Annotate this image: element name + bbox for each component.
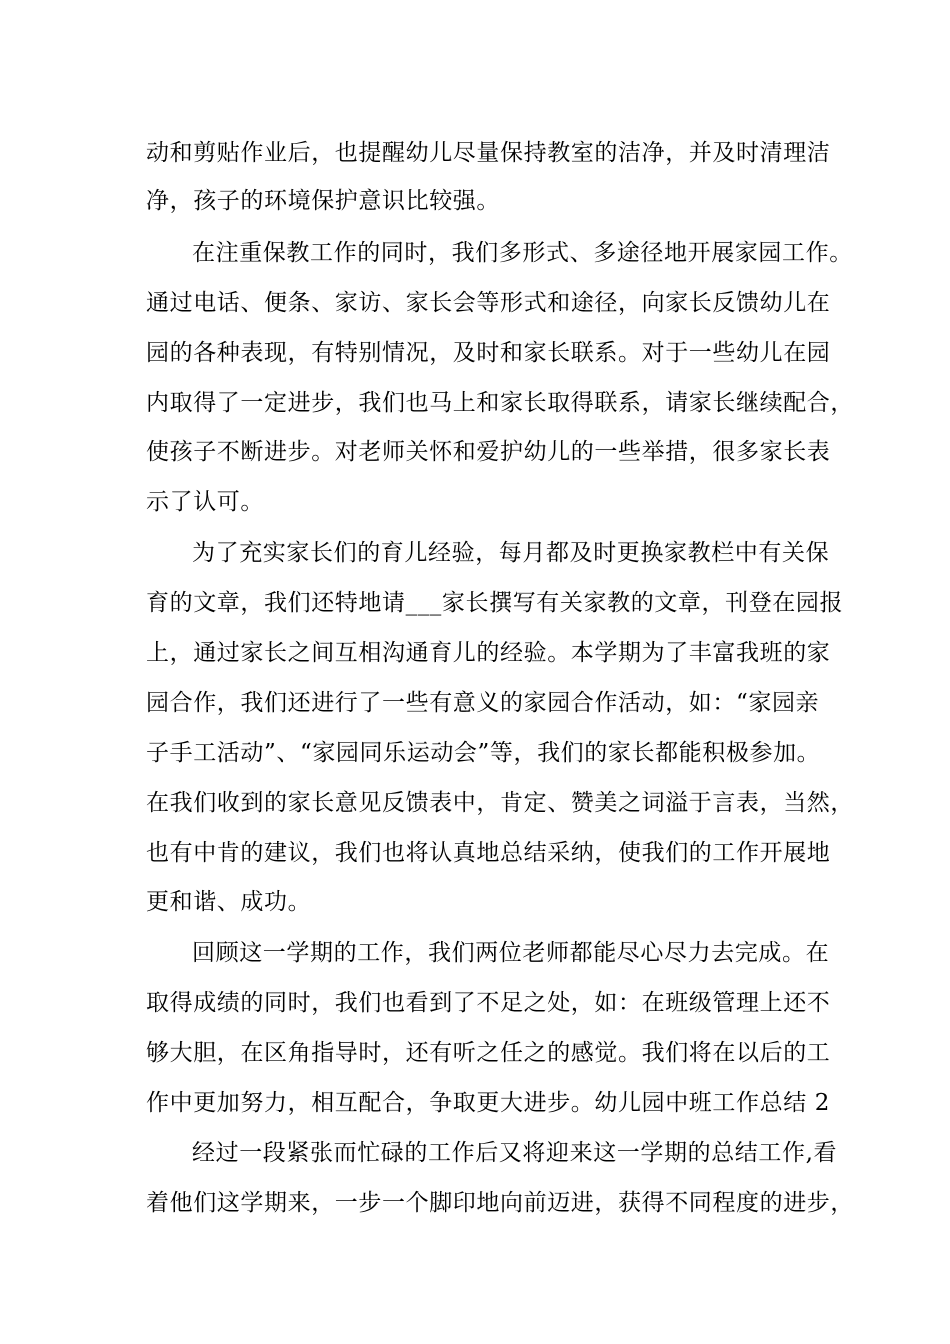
text-line: 园的各种表现，有特别情况，及时和家长联系。对于一些幼儿在园 <box>146 340 831 366</box>
text-line: 内取得了一定进步，我们也马上和家长取得联系，请家长继续配合， <box>146 390 854 416</box>
text-line: 取得成绩的同时，我们也看到了不足之处，如：在班级管理上还不 <box>146 990 831 1016</box>
text-line: 作中更加努力，相互配合，争取更大进步。幼儿园中班工作总结 2 <box>146 1090 830 1116</box>
text-line: 子手工活动”、“家园同乐运动会”等，我们的家长都能积极参加。 <box>146 740 821 766</box>
text-line: 着他们这学期来，一步一个脚印地向前迈进，获得不同程度的进步， <box>146 1190 854 1216</box>
paragraph-first-line: 经过一段紧张而忙碌的工作后又将迎来这一学期的总结工作,看 <box>192 1140 838 1166</box>
text-line: 通过电话、便条、家访、家长会等形式和途径，向家长反馈幼儿在 <box>146 290 831 316</box>
text-line: 净，孩子的环境保护意识比较强。 <box>146 188 500 214</box>
text-line: 示了认可。 <box>146 489 264 515</box>
text-line: 动和剪贴作业后，也提醒幼儿尽量保持教室的洁净，并及时清理洁 <box>146 140 831 166</box>
text-line: 更和谐、成功。 <box>146 889 312 915</box>
paragraph-first-line: 为了充实家长们的育儿经验，每月都及时更换家教栏中有关保 <box>192 540 830 566</box>
text-line: 上，通过家长之间互相沟通育儿的经验。本学期为了丰富我班的家 <box>146 640 831 666</box>
text-line: 在我们收到的家长意见反馈表中，肯定、赞美之词溢于言表，当然， <box>146 790 854 816</box>
text-line: 也有中肯的建议，我们也将认真地总结采纳，使我们的工作开展地 <box>146 840 831 866</box>
text-line: 使孩子不断进步。对老师关怀和爱护幼儿的一些举措，很多家长表 <box>146 439 831 465</box>
paragraph-first-line: 回顾这一学期的工作，我们两位老师都能尽心尽力去完成。在 <box>192 940 830 966</box>
paragraph-first-line: 在注重保教工作的同时，我们多形式、多途径地开展家园工作。 <box>192 240 853 266</box>
text-line: 够大胆，在区角指导时，还有听之任之的感觉。我们将在以后的工 <box>146 1040 831 1066</box>
text-line: 育的文章，我们还特地请___家长撰写有关家教的文章，刊登在园报 <box>146 590 844 616</box>
text-line: 园合作，我们还进行了一些有意义的家园合作活动，如：“家园亲 <box>146 690 820 716</box>
